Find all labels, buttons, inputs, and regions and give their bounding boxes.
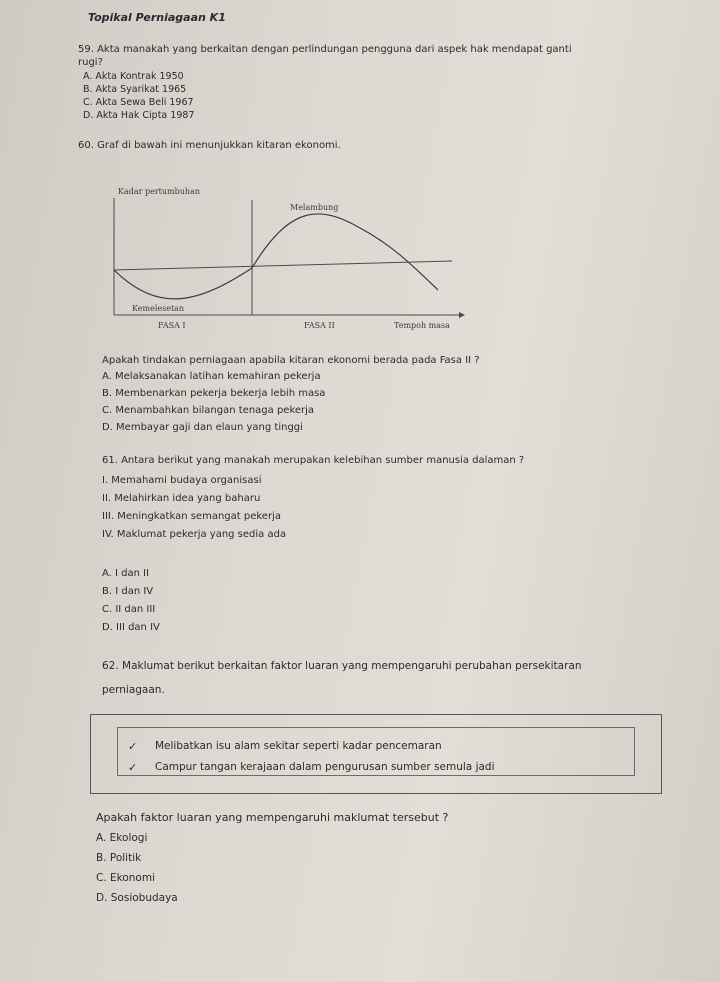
q61-statement-3: III. Meningkatkan semangat pekerja bbox=[102, 511, 281, 522]
q62-question-line1: 62. Maklumat berikut berkaitan faktor luaran yang mempengaruhi perubahan persekitaran bbox=[102, 660, 582, 672]
q59-option-d: D. Akta Hak Cipta 1987 bbox=[83, 110, 195, 121]
q62-box-item-2: Campur tangan kerajaan dalam pengurusan sumber semula jadi bbox=[155, 761, 495, 773]
q60-option-b: B. Membenarkan pekerja bekerja lebih masa bbox=[102, 388, 326, 399]
x-axis-label: Tempoh masa bbox=[394, 321, 450, 330]
q62-box-item-1: Melibatkan isu alam sekitar seperti kadar pencemaran bbox=[155, 740, 442, 752]
q59-question-line1: 59. Akta manakah yang berkaitan dengan perlindungan pengguna dari aspek hak mendapat ganti bbox=[78, 44, 572, 55]
y-axis-label: Kadar pertumbuhan bbox=[118, 187, 200, 196]
q59-option-a: A. Akta Kontrak 1950 bbox=[83, 71, 184, 82]
q62-option-a: A. Ekologi bbox=[96, 832, 148, 844]
q61-statement-1: I. Memahami budaya organisasi bbox=[102, 475, 262, 486]
q60-option-a: A. Melaksanakan latihan kemahiran pekerja bbox=[102, 371, 321, 382]
x-axis-arrow bbox=[459, 312, 465, 318]
page-title: Topikal Perniagaan K1 bbox=[88, 11, 226, 24]
q62-option-d: D. Sosiobudaya bbox=[96, 892, 178, 904]
cycle-curve bbox=[114, 214, 438, 299]
q59-option-c: C. Akta Sewa Beli 1967 bbox=[83, 97, 194, 108]
annotation-trough: Kemelesetan bbox=[132, 304, 185, 313]
trend-line bbox=[114, 261, 452, 270]
q61-option-d: D. III dan IV bbox=[102, 622, 160, 633]
q61-statement-2: II. Melahirkan idea yang baharu bbox=[102, 493, 261, 504]
q60-prompt: Apakah tindakan perniagaan apabila kitaran ekonomi berada pada Fasa II ? bbox=[102, 355, 480, 366]
q61-question: 61. Antara berikut yang manakah merupakan kelebihan sumber manusia dalaman ? bbox=[102, 455, 525, 466]
q59-option-b: B. Akta Syarikat 1965 bbox=[83, 84, 187, 95]
phase-label-2: FASA II bbox=[304, 321, 335, 330]
q62-prompt: Apakah faktor luaran yang mempengaruhi maklumat tersebut ? bbox=[96, 811, 449, 824]
q61-option-a: A. I dan II bbox=[102, 568, 150, 579]
q62-question-line2: perniagaan. bbox=[102, 684, 165, 696]
q61-statement-4: IV. Maklumat pekerja yang sedia ada bbox=[102, 529, 287, 540]
check-icon: ✓ bbox=[128, 740, 138, 753]
q62-option-c: C. Ekonomi bbox=[96, 872, 155, 884]
q61-option-b: B. I dan IV bbox=[102, 586, 154, 597]
phase-label-1: FASA I bbox=[158, 321, 186, 330]
q59-question-line2: rugi? bbox=[78, 57, 103, 68]
q62-option-b: B. Politik bbox=[96, 852, 142, 864]
q60-option-d: D. Membayar gaji dan elaun yang tinggi bbox=[102, 422, 303, 433]
q61-option-c: C. II dan III bbox=[102, 604, 156, 615]
economic-cycle-chart bbox=[0, 0, 720, 340]
q60-question: 60. Graf di bawah ini menunjukkan kitaran ekonomi. bbox=[78, 140, 341, 151]
annotation-peak: Melambung bbox=[290, 203, 339, 212]
check-icon: ✓ bbox=[128, 761, 138, 774]
q62-info-box bbox=[90, 714, 662, 794]
q60-option-c: C. Menambahkan bilangan tenaga pekerja bbox=[102, 405, 315, 416]
